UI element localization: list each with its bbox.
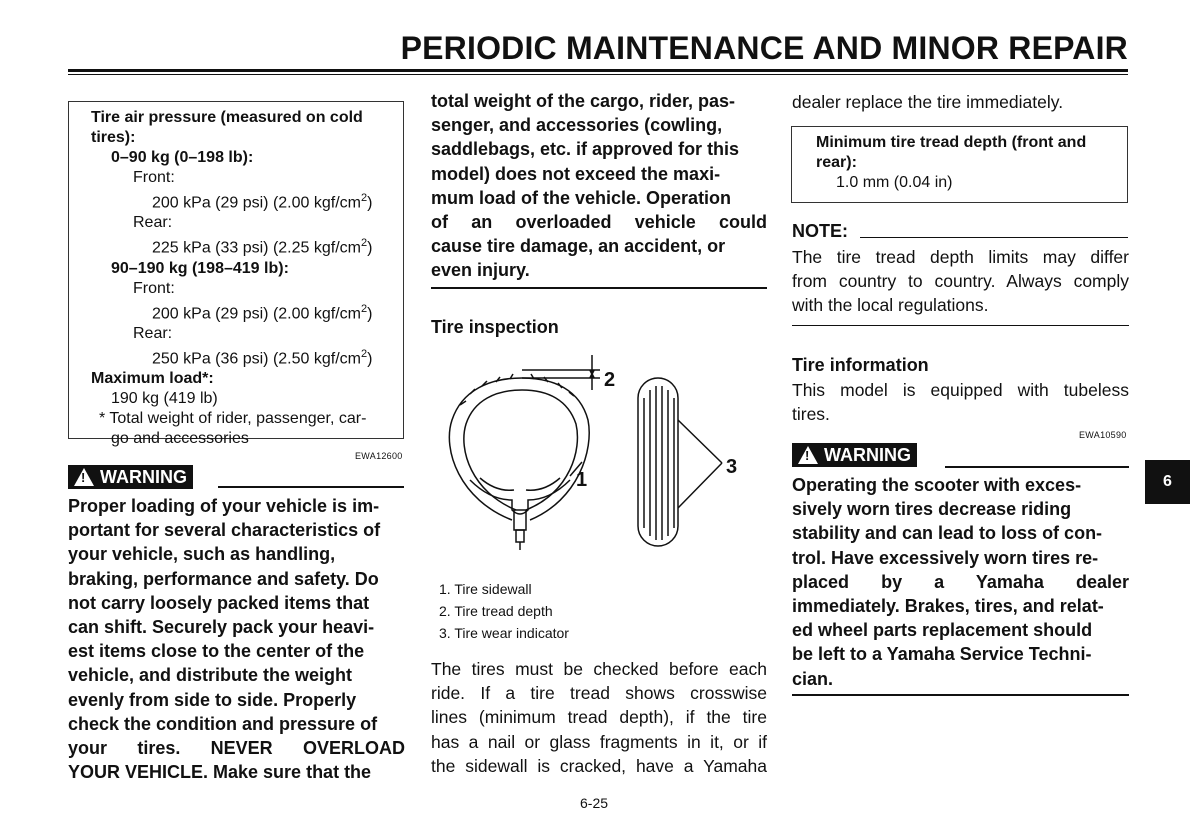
spec-rear-label: Rear: (133, 214, 173, 232)
spec-footnote: * Total weight of rider, passenger, car- (99, 410, 367, 428)
tire-diagram (430, 350, 760, 565)
spec-value: 200 kPa (29 psi) (2.00 kgf/$cm^2$) (152, 302, 373, 322)
warning-code: EWA10590 (1079, 430, 1127, 440)
page-header-title: PERIODIC MAINTENANCE AND MINOR REPAIR (400, 30, 1128, 66)
warning-text: Proper loading of your vehicle is im- portant for several characteristics of your vehicle, such as handling, braking, performance and safety. Do not carry loosely packed items that can shift. Securely pack your heavi- est items close to the center of the vehicle, and distribute the weight evenly from side to side. Properly check the condition and pressure of your tires. NEVER OVERLOAD YOUR VEHICLE. Make sure that the (68, 496, 405, 783)
spec-value: 225 kPa (33 psi) (2.25 kgf/$cm^2$) (152, 237, 373, 257)
figure-label-1: 1 (576, 469, 588, 491)
note-label: NOTE: (792, 221, 848, 241)
warning-rule (945, 466, 1129, 468)
warning-end-rule (792, 694, 1129, 696)
tread-depth-title: Minimum tire tread depth (front and rear): (816, 134, 1087, 171)
inspection-paragraph: The tires must be checked before each ride. If a tire tread shows crosswise lines (minimum tread depth), if the tire has a nail or glass fragments in it, or if the sidewall is cracked, have a Yamaha (431, 659, 767, 776)
figure-label-2: 2 (604, 369, 616, 391)
spec-footnote: go and accessories (111, 430, 249, 448)
warning-badge-label: WARNING (100, 466, 187, 487)
tread-depth-spec-box (791, 126, 1128, 203)
header-rule-thin (68, 74, 1128, 75)
warning-badge-label: WARNING (824, 444, 911, 465)
tire-information-text: This model is equipped with tubeless tires. (792, 380, 1129, 425)
page-number: 6-25 (580, 795, 609, 811)
spec-front-label: Front: (133, 279, 175, 297)
warning-text: Operating the scooter with exces- sively worn tires decrease riding stability and can lead to loss of con- trol. Have excessively worn tires re- placed by a Yamaha dealer immediately. Brakes, tires, and relat- ed wheel parts replacement should be left to a Yamaha Service Techni- cian. (792, 475, 1129, 689)
spec-title: Tire air pressure (measured on cold tires): (91, 109, 363, 146)
spec-load-range-1: 0–90 kg (0–198 lb): (111, 149, 254, 166)
spec-max-load-value: 190 kg (419 lb) (111, 390, 218, 408)
tire-information-heading: Tire information (792, 355, 929, 375)
tread-depth-value: 1.0 mm (0.04 in) (836, 174, 953, 191)
paragraph-continued: dealer replace the tire immediately. (792, 92, 1064, 112)
spec-value: 200 kPa (29 psi) (2.00 kgf/$cm^2$) (152, 192, 373, 212)
figure-label-3: 3 (726, 456, 738, 478)
warning-rule (218, 486, 404, 488)
spec-max-load-label: Maximum load*: (91, 370, 214, 388)
header-rule-thick (68, 69, 1128, 72)
warning-continued-text: total weight of the cargo, rider, pas- senger, and accessories (cowling, saddlebags, etc. if approved for this model) does not exceed the maxi- mum load of the vehicle. Operation of an overloaded vehicle could cause tire damage, an accident, or even injury. (431, 91, 767, 281)
warning-triangle-icon (74, 468, 94, 486)
figure-captions: 1. Tire sidewall 2. Tire tread depth 3. Tire wear indicator (439, 581, 569, 641)
note-end-rule (792, 325, 1129, 326)
spec-front-label: Front: (133, 169, 175, 186)
warning-code: EWA12600 (355, 451, 403, 461)
note-text: The tire tread depth limits may differ from country to country. Always comply with the local regulations. (792, 247, 1129, 316)
tire-pressure-spec-box (68, 101, 404, 448)
warning-end-rule (431, 287, 767, 289)
section-heading: Tire inspection (431, 317, 559, 337)
warning-badge (792, 443, 917, 467)
note-rule (860, 237, 1128, 238)
spec-load-range-2: 90–190 kg (198–419 lb): (111, 259, 289, 277)
spec-value: 250 kPa (36 psi) (2.50 kgf/$cm^2$) (152, 347, 373, 368)
spec-rear-label: Rear: (133, 324, 173, 342)
warning-triangle-icon (798, 446, 818, 464)
chapter-tab: 6 (1145, 460, 1190, 504)
warning-badge (68, 465, 193, 489)
